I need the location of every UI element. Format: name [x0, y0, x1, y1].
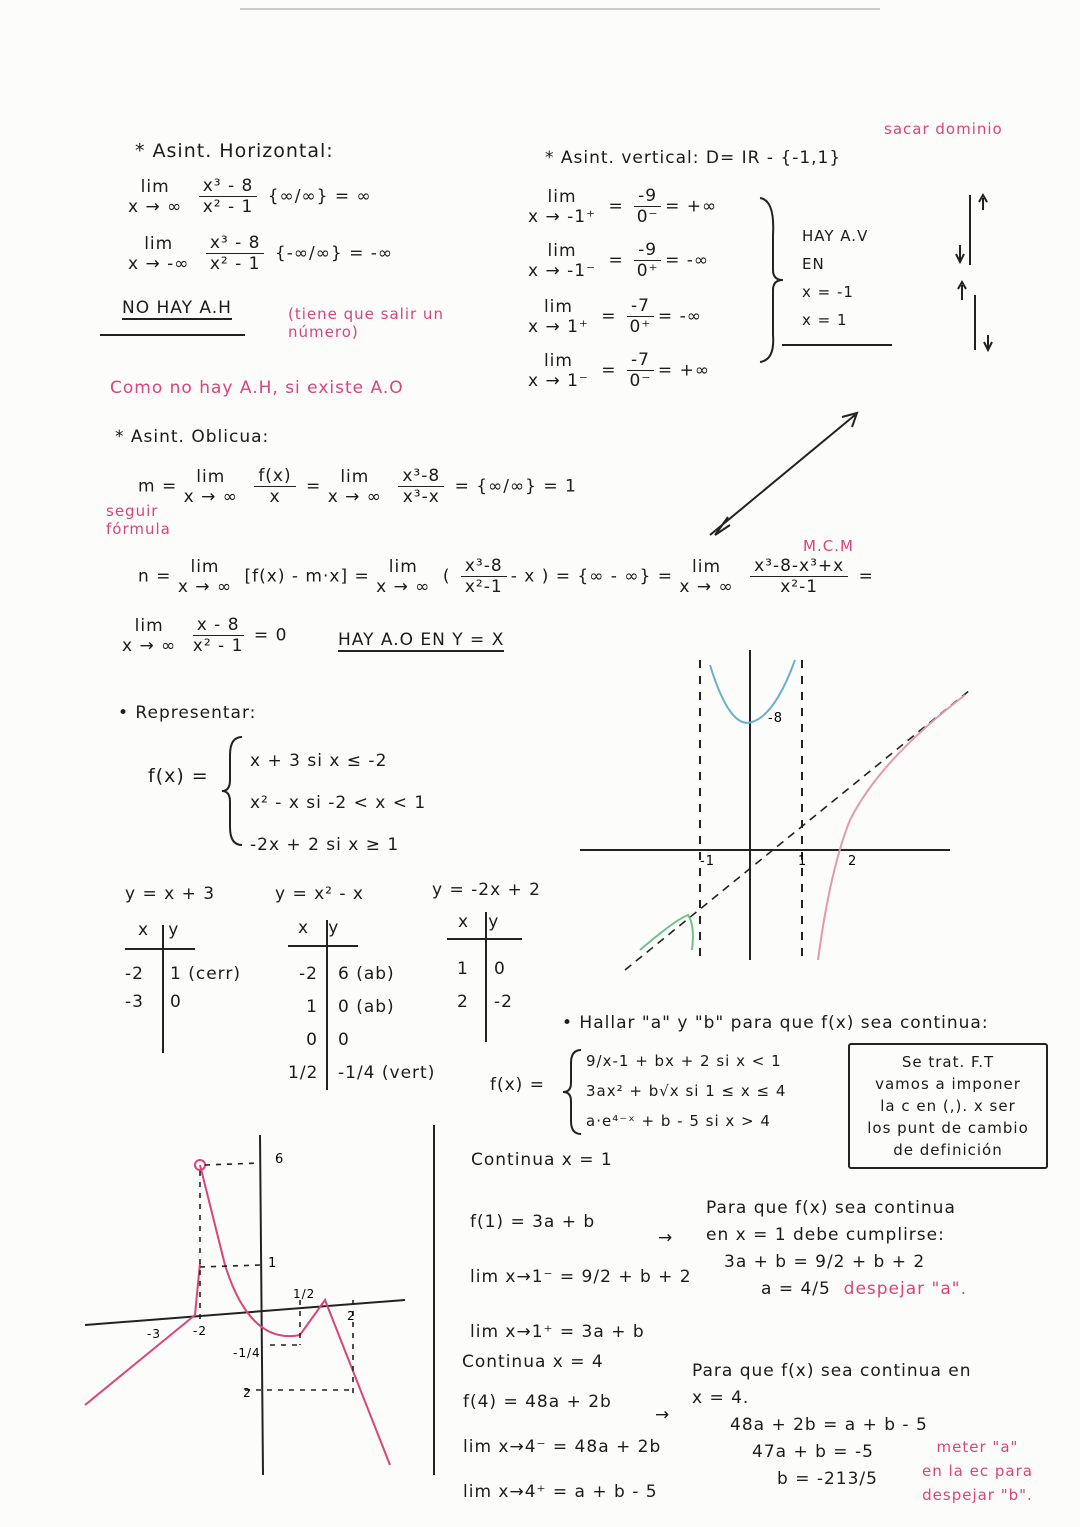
- divider: [100, 334, 245, 336]
- table-rule: [485, 912, 487, 1042]
- h-lim-1: lim x → ∞ $\frac{\text{x³ - 8}}{\text{x² - 1}}$ {∞/∞} = ∞: [128, 176, 372, 217]
- n-last-limit: lim x → ∞ $\frac{x - 8}{\text{x² - 1}}$ = 0: [122, 615, 288, 656]
- piecewise-pieces: x + 3 si x ≤ -2 x² - x si -2 < x < 1 -2x + 2 si x ≥ 1: [250, 751, 427, 855]
- graph1-label: -8: [768, 711, 783, 726]
- table-rule: [162, 925, 164, 1053]
- table-row: 0 -2: [494, 959, 513, 1012]
- table-rule: [326, 920, 328, 1090]
- piecewise-label: f(x) =: [148, 765, 209, 787]
- divider: [782, 344, 892, 346]
- arrow-annotation: [700, 405, 870, 545]
- graph1-label: -1: [700, 854, 715, 869]
- vertical-title: * Asint. vertical: D= IR - {-1,1}: [545, 148, 842, 168]
- continuity-fx-label: f(x) =: [490, 1075, 545, 1095]
- horizontal-title: * Asint. Horizontal:: [135, 140, 334, 162]
- graph2-label: 6: [275, 1152, 285, 1167]
- graph1-label: 1: [798, 854, 808, 869]
- table-title: y = x² - x: [275, 884, 364, 904]
- h-lim-2: lim x → -∞ $\frac{\text{x³ - 8}}{\text{x² - 1}}$ {-∞/∞} = -∞: [128, 233, 394, 274]
- m-formula: m = lim x → ∞ $\frac{f(x)}{x}$ = lim x → ∞ $\frac{\text{x³-8}}{\text{x³-x}}$ = {∞/∞} = 1: [138, 466, 577, 507]
- v-lim-row-1: lim x → -1⁻ = $\frac{-9}{0^+}$ = -∞: [528, 240, 710, 281]
- c4-title: Continua x = 4: [462, 1352, 604, 1372]
- graph2-label: -3: [147, 1327, 161, 1341]
- h-note: (tiene que salir un número): [288, 305, 444, 341]
- page-top-edge: [240, 8, 880, 10]
- c1-text: Para que f(x) sea continua en x = 1 debe cumplirse: 3a + b = 9/2 + b + 2 a = 4/5 despejar "a".: [706, 1198, 968, 1299]
- graph2-label: 2: [347, 1309, 356, 1323]
- arrow-icon: →: [655, 1405, 671, 1425]
- column-divider: [433, 1125, 435, 1475]
- m-note: seguir fórmula: [106, 502, 171, 538]
- table-rule: [288, 945, 358, 947]
- table-header: x y: [138, 920, 180, 940]
- asymptote-arrows-sketch: [950, 190, 1000, 360]
- table-row: 6 (ab) 0 (ab) 0 -1/4 (vert): [338, 964, 436, 1083]
- represent-title: • Representar:: [118, 703, 257, 723]
- left-brace: [222, 735, 244, 847]
- table-header: x y: [298, 918, 340, 938]
- v-conclusion: HAY A.V EN x = -1 x = 1: [802, 227, 869, 329]
- table-title: y = x + 3: [125, 884, 216, 904]
- table-row: 1 (cerr) 0: [170, 964, 241, 1012]
- left-brace: [563, 1048, 583, 1136]
- h-conclusion: NO HAY A.H: [122, 298, 232, 318]
- v-lim-row-2: lim x → 1⁺ = $\frac{-7}{0^+}$ = -∞: [528, 296, 702, 337]
- h-note-2: Como no hay A.H, si existe A.O: [110, 378, 404, 398]
- graph1-label: 2: [848, 854, 858, 869]
- table-row: -2 -3: [125, 964, 144, 1012]
- right-brace: [755, 195, 785, 365]
- table-row: -2 1 0 1/2: [288, 964, 319, 1083]
- arrow-icon: →: [658, 1228, 674, 1248]
- o-conclusion: HAY A.O EN Y = X: [338, 630, 505, 650]
- c4-text: Para que f(x) sea continua en x = 4. 48a + 2b = a + b - 5 47a + b = -5 b = -213/5: [692, 1361, 972, 1489]
- table-rule: [125, 948, 195, 950]
- continuity-title: • Hallar "a" y "b" para que f(x) sea continua:: [562, 1013, 989, 1033]
- graph2-label: -2: [193, 1324, 207, 1338]
- note-box: Se trat. F.T vamos a imponer la c en (,). x ser los punt de cambio de definición: [848, 1043, 1048, 1169]
- c1-limits: f(1) = 3a + b lim x→1⁻ = 9/2 + b + 2 lim x→1⁺ = 3a + b: [470, 1212, 692, 1342]
- c1-title: Continua x = 1: [471, 1150, 613, 1170]
- c4-limits: f(4) = 48a + 2b lim x→4⁻ = 48a + 2b lim x→4⁺ = a + b - 5: [463, 1392, 662, 1502]
- graph2-label: -1/4: [233, 1346, 261, 1360]
- v-note: sacar dominio: [884, 120, 1003, 138]
- graph2-label: 1/2: [293, 1287, 316, 1301]
- asymptote-graph: [580, 650, 980, 970]
- table-title: y = -2x + 2: [432, 880, 541, 900]
- v-lim-row-3: lim x → 1⁻ = $\frac{-7}{0^-}$ = +∞: [528, 350, 710, 391]
- graph2-label: 2: [243, 1386, 252, 1400]
- graph2-label: 1: [268, 1256, 278, 1271]
- piecewise-graph: [85, 1135, 415, 1475]
- continuity-pieces: 9/x-1 + bx + 2 si x < 1 3ax² + b√x si 1 ≤ x ≤ 4 a·e⁴⁻ˣ + b - 5 si x > 4: [586, 1052, 787, 1130]
- n-formula: n = lim x → ∞ [f(x) - m·x] = lim x → ∞ ( $\frac{\text{x³-8}}{\text{x²-1}}$ - x ) = {∞ - ∞} = lim x → ∞ $\frac{\text{x³-8-x³+x}}{\text{x²-1}}$ =: [138, 556, 874, 597]
- mcm-note: M.C.M: [803, 537, 854, 555]
- c4-note: meter "a" en la ec para despejar "b".: [922, 1438, 1033, 1504]
- v-lim-row-0: lim x → -1⁺ = $\frac{-9}{0^-}$ = +∞: [528, 186, 718, 227]
- table-row: 1 2: [457, 959, 469, 1012]
- table-header: x y: [458, 912, 500, 932]
- oblique-title: * Asint. Oblicua:: [115, 427, 270, 447]
